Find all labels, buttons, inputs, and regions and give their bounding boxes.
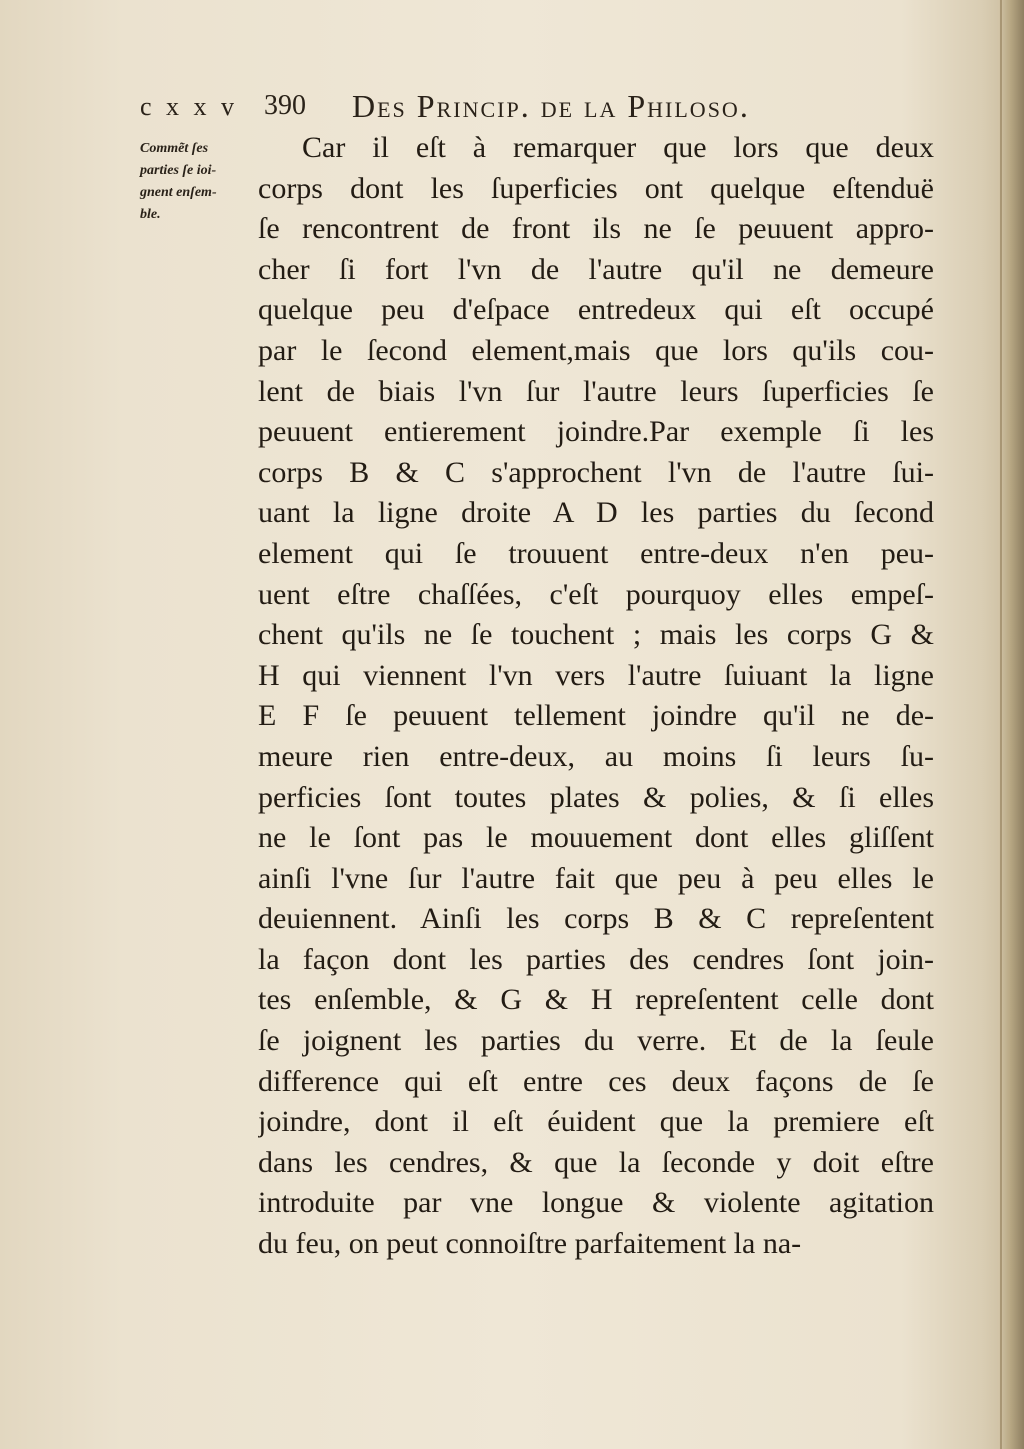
text-line: la façon dont les parties des cendres ſont join-: [258, 942, 934, 976]
text-line: ne le ſont pas le mouuement dont elles gliſſent: [258, 821, 934, 855]
text-line: Car il eſt à remarquer que lors que deux: [302, 131, 934, 164]
text-line: introduite par vne longue & violente agitation: [258, 1186, 934, 1220]
text-line: joindre, dont il eſt éuident que la premiere eſt: [258, 1105, 934, 1139]
text-line: corps dont les ſuperficies ont quelque eſtenduë: [258, 171, 934, 205]
text-line: peuuent entierement joindre.Par exemple ſi les: [258, 415, 934, 449]
margin-note-line: gnent enſem-: [140, 185, 217, 200]
margin-note: [140, 138, 240, 226]
text-line: du feu, on peut connoiſtre parfaitement la na-: [258, 1227, 802, 1261]
text-line: chent qu'ils ne ſe touchent ; mais les corps G &: [258, 618, 934, 652]
text-line: H qui viennent l'vn vers l'autre ſuiuant la ligne: [258, 658, 934, 692]
text-line: lent de biais l'vn ſur l'autre leurs ſuperficies ſe: [258, 374, 934, 408]
text-line: dans les cendres, & que la ſeconde y doit eſtre: [258, 1145, 934, 1179]
margin-note-line: ble.: [140, 207, 161, 222]
text-line: uent eſtre chaſſées, c'eſt pourquoy elles empeſ-: [258, 577, 934, 611]
text-line: quelque peu d'eſpace entredeux qui eſt occupé: [258, 293, 934, 327]
text-line: tes enſemble, & G & H repreſentent celle dont: [258, 983, 934, 1017]
running-head: Des Princip. de la Philoso.: [352, 88, 750, 124]
text-line: deuiennent. Ainſi les corps B & C repreſentent: [258, 902, 934, 936]
text-line: difference qui eſt entre ces deux façons de ſe: [258, 1064, 934, 1098]
text-line: corps B & C s'approchent l'vn de l'autre ſui-: [258, 455, 934, 489]
text-line: uant la ligne droite A D les parties du ſecond: [258, 496, 934, 530]
margin-note-line: Commẽt ſes: [140, 141, 209, 156]
text-line: ſe rencontrent de front ils ne ſe peuuent appro-: [258, 212, 934, 246]
page-number: 390: [264, 90, 306, 121]
text-line: cher ſi fort l'vn de l'autre qu'il ne demeure: [258, 252, 934, 286]
text-line: E F ſe peuuent tellement joindre qu'il ne de-: [258, 699, 934, 733]
text-line: par le ſecond element,mais que lors qu'ils cou-: [258, 333, 934, 367]
text-line: meure rien entre-deux, au moins ſi leurs ſu-: [258, 739, 934, 773]
body-text: [258, 128, 934, 1265]
gutter-line: [1000, 0, 1002, 1449]
text-line: element qui ſe trouuent entre-deux n'en peu-: [258, 536, 934, 570]
text-line: perficies ſont toutes plates & polies, & ſi elles: [258, 780, 934, 814]
text-line: ainſi l'vne ſur l'autre fait que peu à peu elles le: [258, 861, 934, 895]
signature-mark: c x x v: [140, 92, 239, 121]
margin-note-line: parties ſe ioi-: [140, 163, 217, 178]
text-line: ſe joignent les parties du verre. Et de la ſeule: [258, 1024, 934, 1058]
